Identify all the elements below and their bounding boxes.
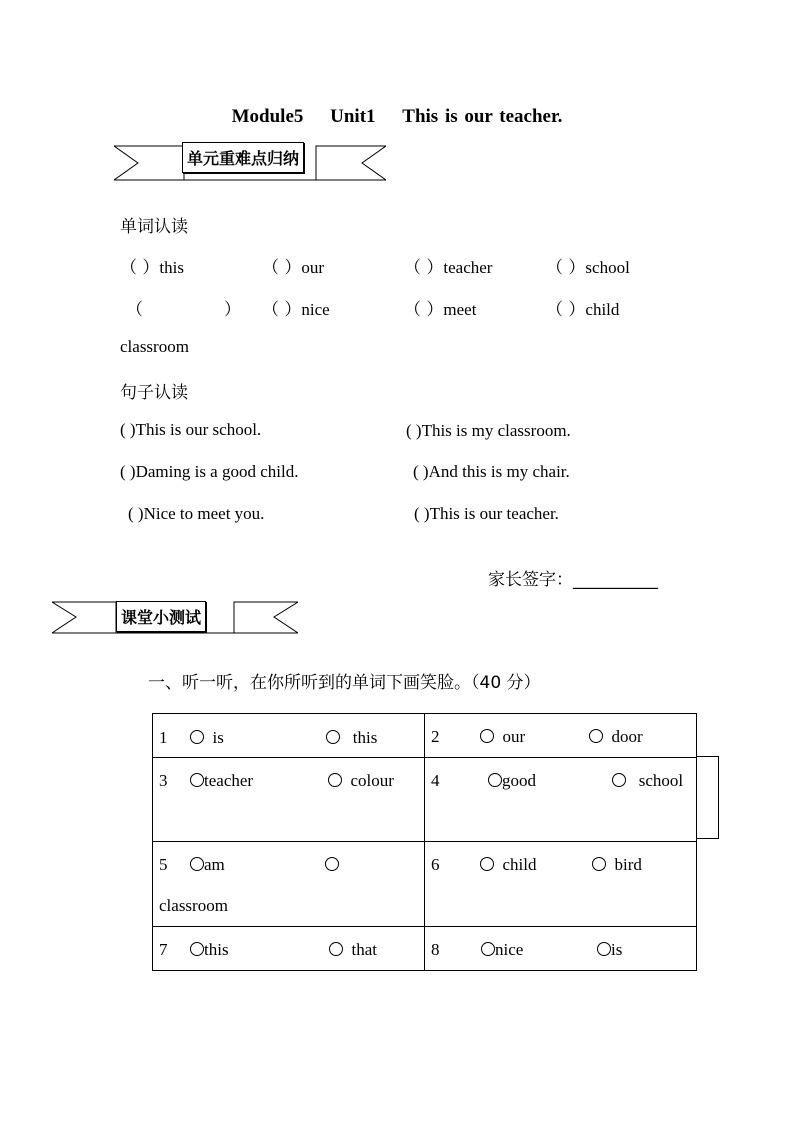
circle-icon [329, 942, 343, 956]
word-item: （ ）our [262, 258, 325, 278]
circle-icon [480, 857, 494, 871]
circle-icon [592, 857, 606, 871]
quiz-option[interactable]: am [190, 855, 225, 875]
quiz-number: 1 [159, 728, 168, 747]
circle-icon [597, 942, 611, 956]
title-module: Module5 [231, 106, 304, 127]
quiz-number: 4 [431, 771, 440, 790]
circle-icon [488, 773, 502, 787]
section-words-heading: 单词认读 [120, 217, 188, 237]
sentence-item: ( )This is our teacher. [414, 504, 559, 523]
banner-label-2: 课堂小测试 [116, 601, 206, 632]
quiz-option[interactable]: good [488, 771, 536, 791]
quiz-number: 8 [431, 940, 440, 959]
quiz-option[interactable]: school [612, 771, 683, 791]
quiz-number: 2 [431, 727, 440, 746]
word-item: （ ）school [546, 258, 630, 278]
table-row [153, 842, 697, 927]
quiz-cell [425, 758, 697, 842]
banner-label-1: 单元重难点归纳 [182, 142, 304, 173]
word-item: （ ）this [120, 258, 184, 278]
circle-icon [328, 773, 342, 787]
quiz-cell [425, 842, 697, 927]
quiz-cell [153, 842, 425, 927]
quiz-option[interactable]: that [329, 940, 377, 960]
sentence-item: ( )And this is my chair. [413, 462, 570, 481]
circle-icon [480, 729, 494, 743]
word-item: （ ）nice [262, 300, 330, 320]
sentence-item: ( )This is my classroom. [406, 421, 571, 440]
circle-icon [190, 942, 204, 956]
paren-close: ） [224, 300, 241, 320]
quiz-option[interactable]: is [597, 940, 622, 960]
table-row [153, 758, 697, 842]
sentence-item: ( )Daming is a good child. [120, 462, 299, 481]
word-item: （ ）teacher [404, 258, 493, 278]
table-border-fragment [696, 756, 719, 839]
quiz-cell [153, 927, 425, 971]
page-title [0, 106, 794, 128]
circle-icon [589, 729, 603, 743]
quiz-option[interactable]: teacher [190, 771, 253, 791]
paren-open: （ [126, 300, 143, 320]
quiz-table [152, 713, 697, 971]
quiz-option[interactable]: this [190, 940, 229, 960]
quiz-option[interactable]: our [480, 727, 525, 747]
sentence-item: ( )This is our school. [120, 420, 262, 439]
quiz-cell [425, 927, 697, 971]
circle-icon [481, 942, 495, 956]
circle-icon [612, 773, 626, 787]
quiz-option[interactable]: child [480, 855, 537, 875]
quiz-option[interactable]: nice [481, 940, 523, 960]
quiz-option[interactable]: is [190, 728, 224, 748]
quiz-number: 7 [159, 940, 168, 959]
quiz-option-label: classroom [159, 896, 228, 915]
parent-signature: 家长签字：__________ [488, 570, 658, 590]
circle-icon [190, 773, 204, 787]
word-item: （ ）child [546, 300, 620, 320]
sentence-item: ( )Nice to meet you. [128, 504, 265, 523]
quiz-number: 3 [159, 771, 168, 790]
quiz-option[interactable]: door [589, 727, 643, 747]
title-sentence: This is our teacher. [402, 106, 563, 127]
quiz-cell [425, 714, 697, 758]
circle-icon [326, 730, 340, 744]
circle-icon [190, 730, 204, 744]
circle-icon [325, 857, 339, 871]
table-row [153, 714, 697, 758]
word-classroom: classroom [120, 337, 189, 356]
word-item: （ ）meet [404, 300, 477, 320]
table-row [153, 927, 697, 971]
quiz-option[interactable]: this [326, 728, 377, 748]
quiz-option[interactable]: colour [328, 771, 394, 791]
title-unit: Unit1 [330, 106, 376, 127]
section-sentences-heading: 句子认读 [120, 383, 188, 403]
quiz-cell [153, 714, 425, 758]
quiz-cell [153, 758, 425, 842]
quiz-option[interactable]: bird [592, 855, 642, 875]
quiz-option-circle[interactable] [325, 855, 339, 875]
circle-icon [190, 857, 204, 871]
quiz-instruction: 一、听一听，在你所听到的单词下画笑脸。（40 分） [148, 673, 541, 693]
quiz-number: 5 [159, 855, 168, 874]
quiz-number: 6 [431, 855, 440, 874]
